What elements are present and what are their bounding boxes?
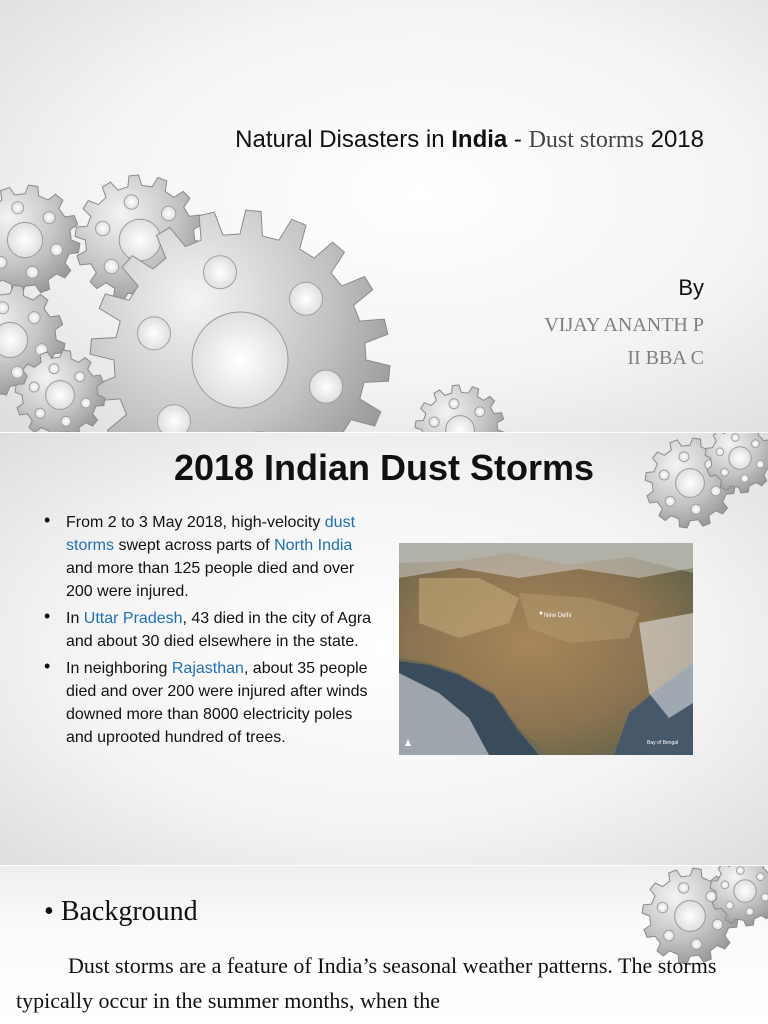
background-heading-text: Background xyxy=(60,896,198,927)
background-paragraph: Dust storms are a feature of India’s seasonal weather patterns. The storms typically occur in the summer months, when the xyxy=(16,953,717,1013)
bullet-text: , about 35 people died and over 200 were injured after winds downed more than 8000 electricity poles and uprooted hundred of trees. xyxy=(66,660,368,746)
background-slide xyxy=(0,866,768,1024)
bullet-text: In xyxy=(66,610,84,627)
title-text-part: Natural Disasters in xyxy=(235,126,452,153)
bullet-item xyxy=(44,607,374,653)
slide-title: 2018 Indian Dust Storms xyxy=(173,447,595,488)
new-delhi-label: New Delhi xyxy=(544,613,572,619)
background-heading xyxy=(44,896,198,928)
uttar-pradesh-link[interactable]: Uttar Pradesh xyxy=(83,610,183,627)
bullet-text: swept across parts of xyxy=(114,537,275,554)
rajasthan-link[interactable]: Rajasthan xyxy=(171,660,244,677)
bullet-item xyxy=(44,657,374,749)
title-slide xyxy=(0,0,768,432)
class-name: II BBA C xyxy=(627,347,704,369)
bullet-text: , 43 died in the city of Agra and about 30 died elsewhere in the state. xyxy=(66,610,372,650)
title-text-india: India xyxy=(451,126,508,153)
title-text-dust-storms: Dust storms xyxy=(528,127,644,153)
bullet-text: From 2 to 3 May 2018, high-velocity xyxy=(66,514,325,531)
north-india-link[interactable]: North India xyxy=(274,537,353,554)
presentation-title xyxy=(0,126,704,154)
title-text-year: 2018 xyxy=(643,126,704,153)
satellite-map-image xyxy=(399,543,693,755)
new-delhi-marker xyxy=(540,612,543,615)
gear-icon xyxy=(415,385,505,432)
dust-storms-slide xyxy=(0,433,768,865)
author-name: VIJAY ANANTH P xyxy=(544,314,704,336)
title-text-dash: - xyxy=(507,126,529,153)
bullet-list xyxy=(44,511,374,753)
by-label: By xyxy=(678,275,704,300)
bullet-item xyxy=(44,511,374,603)
bullet-icon: • xyxy=(44,896,61,927)
gear-icon xyxy=(0,185,80,295)
bullet-text: In neighboring xyxy=(66,660,172,677)
dust-storms-link[interactable]: dust storms xyxy=(66,514,356,554)
bay-of-bengal-label: Bay of Bengal xyxy=(647,740,679,746)
bullet-text: and more than 125 people died and over 200 were injured. xyxy=(66,560,355,600)
